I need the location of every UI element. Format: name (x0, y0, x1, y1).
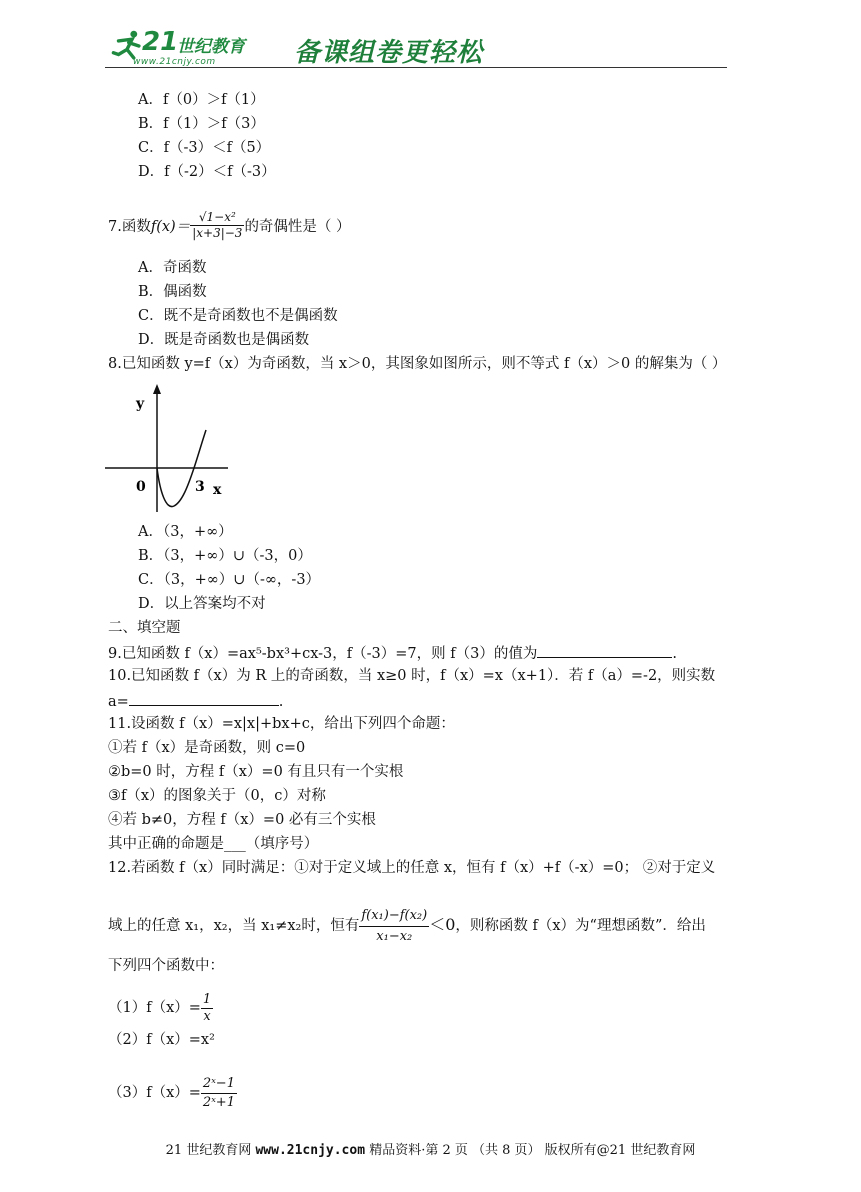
q12-f1-prefix: （1）f（x）= (108, 1000, 201, 1016)
footer-url[interactable]: www.21cnjy.com (255, 1143, 366, 1158)
q12-f1-fraction (201, 992, 213, 1025)
graph-x-label: x (213, 482, 222, 498)
q9-answer-blank[interactable] (537, 643, 672, 658)
q12-f1-numerator: 1 (202, 992, 212, 1007)
page-footer (0, 1139, 861, 1158)
q12-function-2: （2）f（x）=x² (108, 1032, 215, 1048)
q12-f3-denominator: 2ˣ+1 (202, 1095, 235, 1110)
q10-line2 (108, 691, 283, 711)
q6-option-d: D．f（-2）＜f（-3） (138, 164, 276, 180)
q7-denominator: |x+3|−3 (192, 226, 243, 240)
q7-option-d: D．既是奇函数也是偶函数 (138, 332, 310, 348)
q9-stem (108, 643, 677, 663)
q12-line2-suffix: ，则称函数 f（x）为“理想函数”．给出 (455, 918, 706, 934)
q12-line3: 下列四个函数中： (108, 958, 224, 974)
q9-end: . (672, 646, 677, 662)
q7-suffix: 的奇偶性是（ ） (244, 219, 351, 235)
q12-fraction (359, 906, 429, 947)
q10-prefix: a= (108, 694, 129, 710)
q11-item-3: ③f（x）的图象关于（0，c）对称 (108, 788, 326, 804)
q7-option-b: B．偶函数 (138, 284, 207, 300)
q11-answer-prompt: 其中正确的命题是___（填序号） (108, 836, 319, 852)
header-divider (105, 67, 727, 68)
q12-function-3 (108, 1075, 237, 1112)
q12-numerator: f(x₁)−f(x₂) (359, 906, 429, 927)
q8-option-a: A．（3，+∞） (138, 524, 233, 540)
q7-fraction (190, 210, 244, 241)
q8-stem: 8.已知函数 y=f（x）为奇函数，当 x＞0，其图象如图所示，则不等式 f（x）＞0 的解集为（ ） (108, 356, 727, 372)
logo-number: 21 (142, 27, 179, 57)
section-title-fill-in: 二、填空题 (108, 620, 181, 636)
q8-option-b: B．（3，+∞）∪（-3，0） (138, 548, 312, 564)
q12-line1: 12.若函数 f（x）同时满足：①对于定义域上的任意 x，恒有 f（x）+f（-x）=0； ②对于定义 (108, 860, 716, 876)
q12-function-1 (108, 992, 213, 1025)
q7-numerator: √1−x² (190, 210, 244, 226)
q7-option-c: C．既不是奇函数也不是偶函数 (138, 308, 338, 324)
q7-option-a: A．奇函数 (138, 260, 207, 276)
graph-root-label: 3 (195, 479, 205, 495)
q6-option-b: B．f（1）＞f（3） (138, 116, 265, 132)
q11-item-2: ②b=0 时，方程 f（x）=0 有且只有一个实根 (108, 764, 404, 780)
q9-text: 9.已知函数 f（x）=ax⁵-bx³+cx-3，f（-3）=7，则 f（3）的值为 (108, 646, 538, 662)
logo-url: www.21cnjy.com (133, 57, 216, 67)
graph-y-label: y (136, 396, 145, 412)
q6-option-c: C．f（-3）＜f（5） (138, 140, 271, 156)
q10-answer-blank[interactable] (129, 691, 279, 706)
q8-option-d: D．以上答案均不对 (138, 596, 266, 612)
q12-f3-numerator: 2ˣ−1 (201, 1075, 237, 1094)
q12-line2 (108, 906, 706, 947)
q12-denominator: x₁−x₂ (376, 929, 413, 944)
q12-relation: ＜0 (429, 915, 456, 934)
q7-func: f(x)＝ (150, 219, 191, 235)
q10-end: . (278, 694, 284, 710)
q11-item-4: ④若 b≠0，方程 f（x）=0 必有三个实根 (108, 812, 376, 828)
footer-left: 21 世纪教育网 (165, 1143, 252, 1158)
header-slogan: 备课组卷更轻松 (294, 38, 484, 68)
q11-item-1: ①若 f（x）是奇函数，则 c=0 (108, 740, 306, 756)
footer-right: 精品资料·第 2 页 （共 8 页） 版权所有@21 世纪教育网 (369, 1143, 696, 1158)
q7-stem (108, 210, 351, 241)
q6-option-a: A．f（0）＞f（1） (138, 92, 265, 108)
q8-option-c: C．（3，+∞）∪（-∞，-3） (138, 572, 321, 588)
q12-f1-denominator: x (203, 1009, 211, 1024)
q12-f3-fraction (201, 1075, 237, 1112)
graph-origin-label: 0 (136, 479, 146, 495)
logo-text: 世纪教育 (177, 37, 245, 57)
q7-prefix: 7.函数 (108, 219, 151, 235)
q10-line1: 10.已知函数 f（x）为 R 上的奇函数，当 x≥0 时，f（x）=x（x+1）．若 f（a）=-2，则实数 (108, 668, 716, 684)
q8-function-graph (100, 382, 230, 516)
q12-f3-prefix: （3）f（x）= (108, 1085, 201, 1101)
y-axis-arrow-icon (153, 384, 161, 394)
q11-stem: 11.设函数 f（x）=x|x|+bx+c，给出下列四个命题： (108, 716, 455, 732)
q12-line2-prefix: 域上的任意 x₁，x₂，当 x₁≠x₂时，恒有 (108, 918, 360, 934)
